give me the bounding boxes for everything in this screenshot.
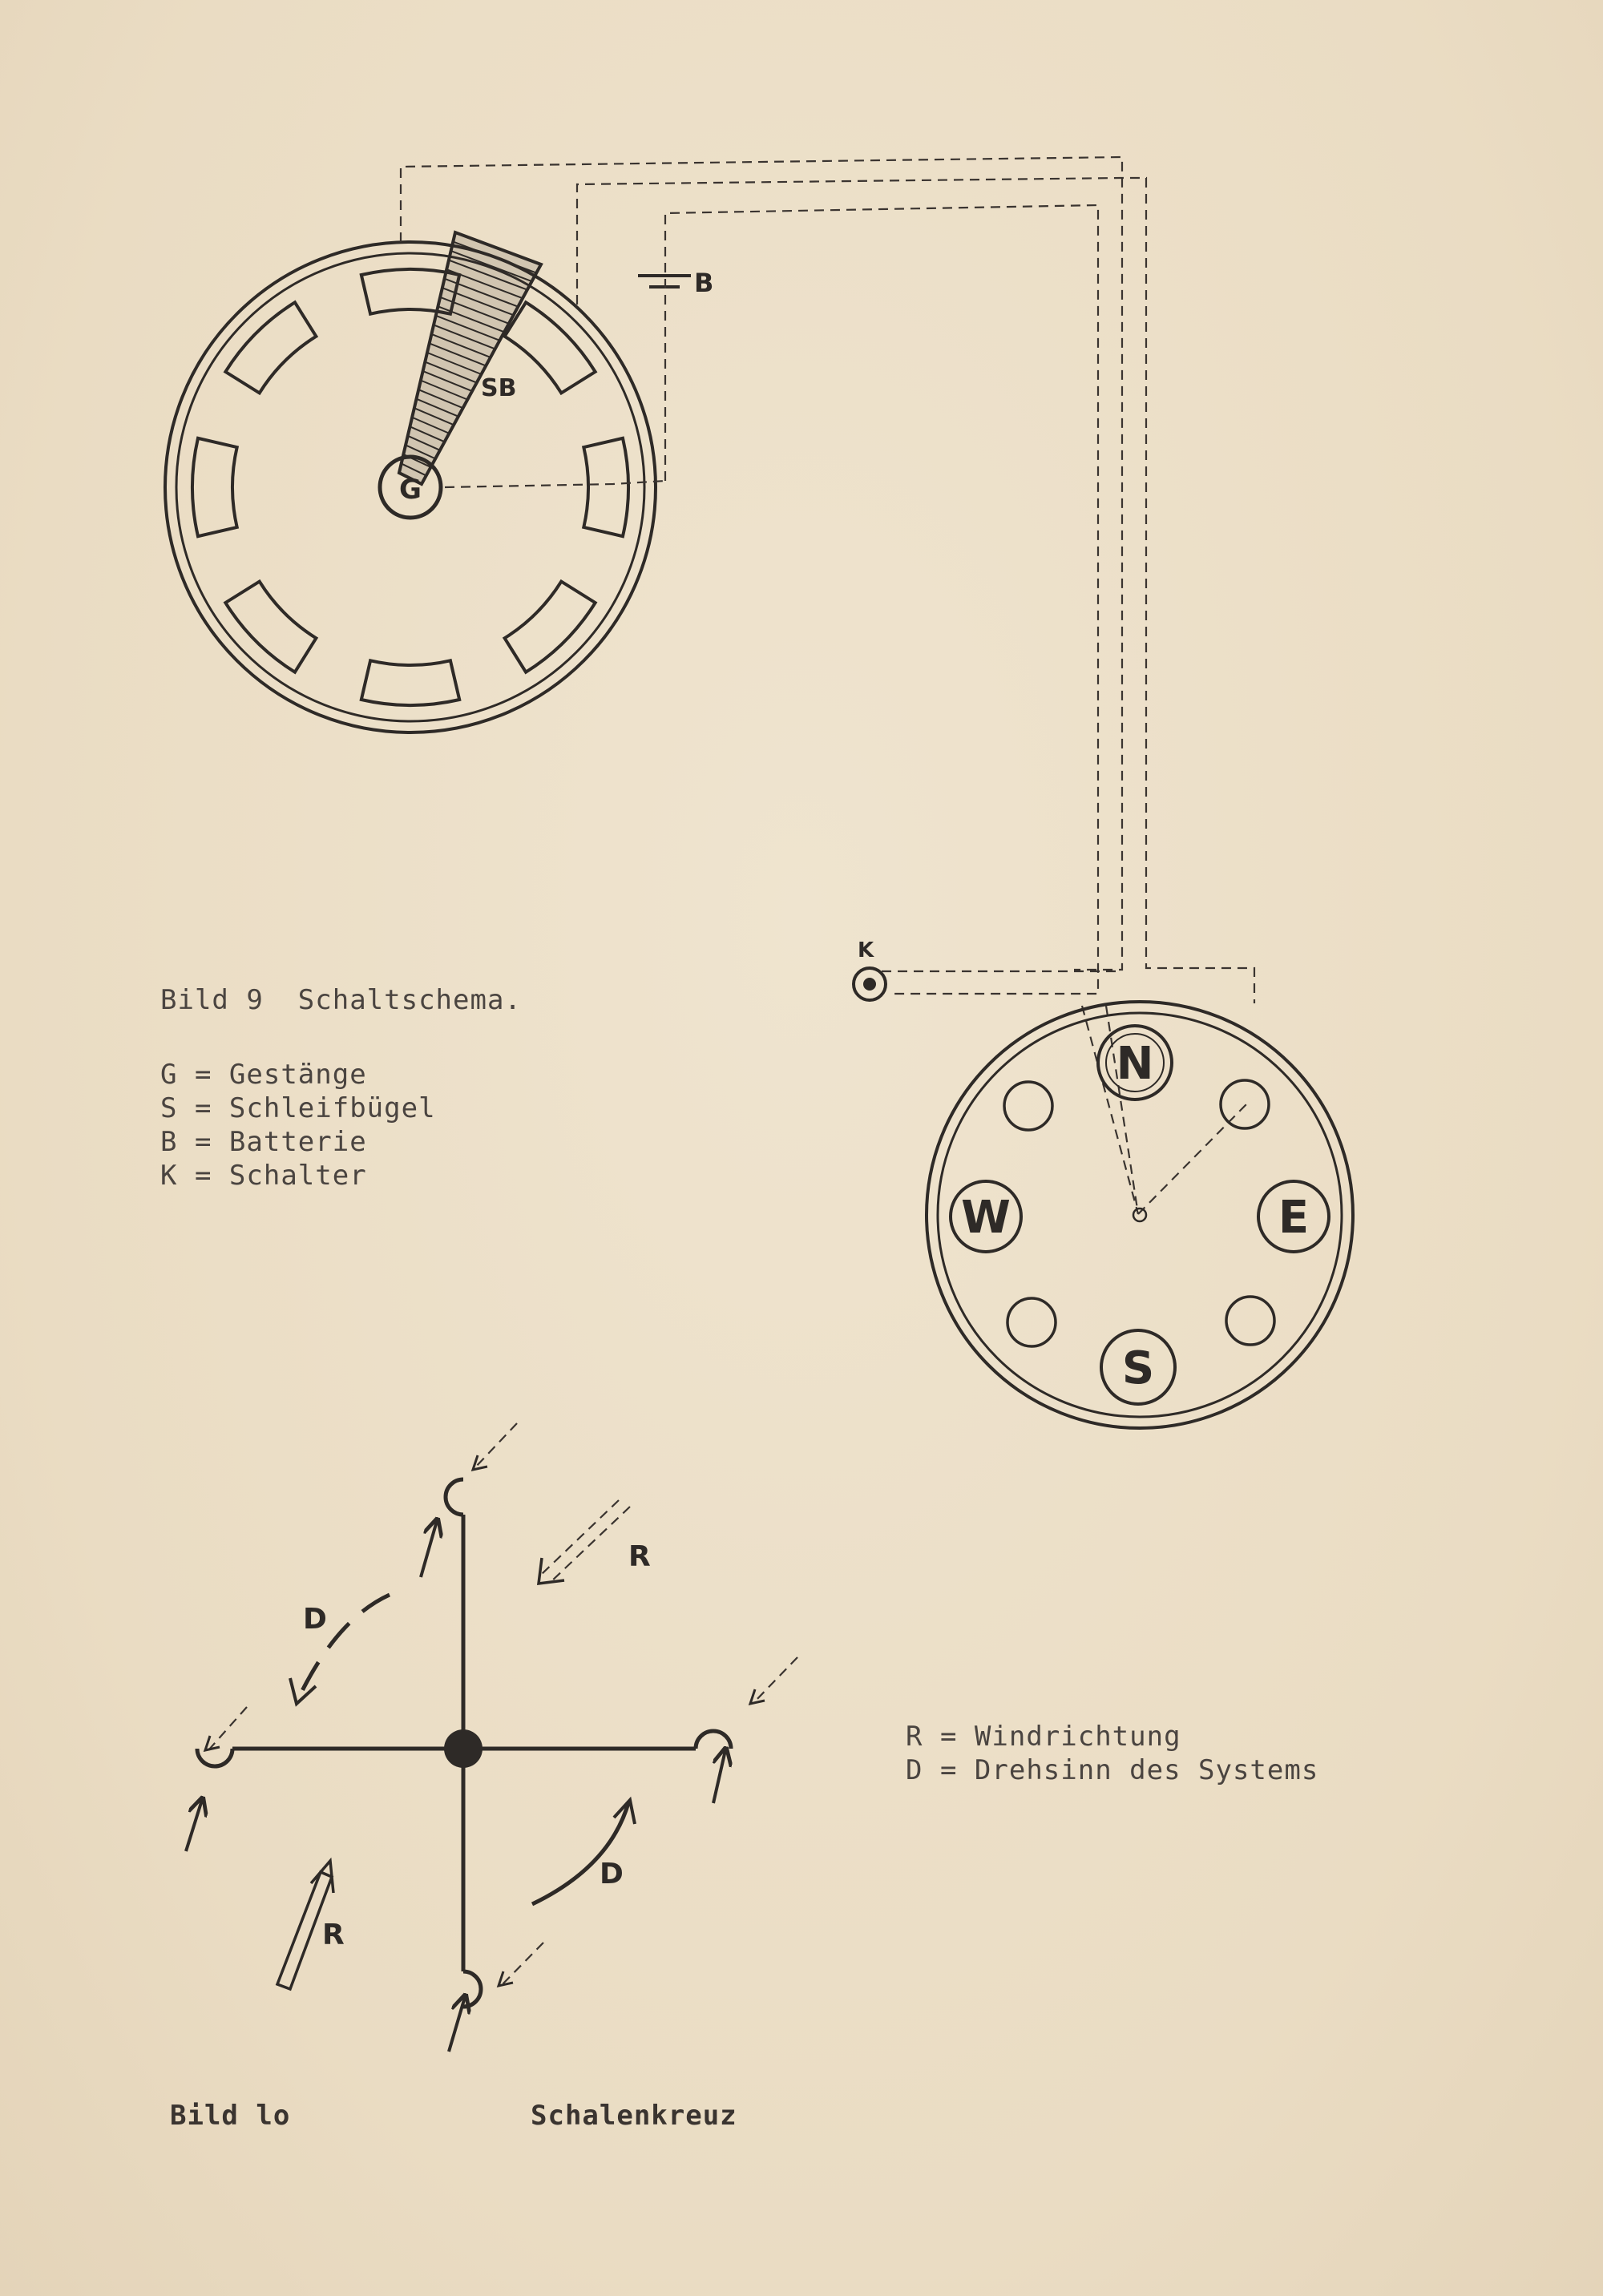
figure10-caption-title: Schalenkreuz [531, 2100, 737, 2132]
label-wind-top: R [628, 1540, 651, 1573]
label-batterie: B [694, 268, 714, 298]
legend-row: B = Batterie [160, 1126, 367, 1158]
compass-east: E [1278, 1192, 1310, 1244]
legend-symbol: K [160, 1160, 178, 1192]
contact-segment [583, 438, 628, 536]
legend-row: G = Gestänge [160, 1059, 367, 1091]
contact-segment [505, 582, 596, 672]
legend-symbol: B [160, 1126, 178, 1158]
compass-north: N [1116, 1038, 1154, 1090]
legend-text: Schleifbügel [228, 1092, 436, 1124]
label-gestaenge: G [399, 474, 422, 506]
label-schleifbuegel: SB [481, 374, 517, 402]
figure9-legend [160, 1058, 436, 1192]
label-rotation-top: D [303, 1603, 327, 1636]
contact-segment [361, 660, 459, 705]
legend-text: Schalter [228, 1160, 367, 1192]
figure10-caption-number: Bild lo [170, 2100, 291, 2132]
legend-text: Batterie [228, 1126, 367, 1158]
schalenkreuz-arms [232, 1515, 696, 1971]
legend-row: K = Schalter [160, 1160, 367, 1192]
figure9-caption [160, 984, 522, 1016]
schalter-switch [854, 968, 886, 1000]
compass-south: S [1121, 1342, 1155, 1394]
figure10-legend [906, 1720, 1318, 1787]
wind-arrows-solid [186, 1521, 725, 2052]
wind-arrows-dashed [205, 1423, 797, 1986]
contact-segment [225, 582, 316, 672]
legend-symbol: R [906, 1721, 923, 1753]
label-rotation-bottom: D [600, 1858, 624, 1890]
legend-row: R = Windrichtung [906, 1721, 1181, 1753]
figure9-title: Schaltschema. [297, 984, 522, 1016]
label-wind-bottom: R [322, 1919, 345, 1951]
legend-row: S = Schleifbügel [160, 1092, 436, 1124]
contact-segment [192, 438, 237, 536]
figure9-number: Bild 9 [160, 984, 264, 1016]
label-schalter: K [858, 938, 874, 962]
compass-west: W [961, 1192, 1011, 1244]
contact-segment [225, 302, 316, 393]
contact-segment [505, 302, 596, 393]
legend-text: Gestänge [228, 1059, 367, 1091]
legend-row: D = Drehsinn des Systems [906, 1754, 1319, 1786]
legend-text: Drehsinn des Systems [974, 1754, 1319, 1786]
legend-text: Windrichtung [974, 1721, 1181, 1753]
legend-symbol: S [160, 1092, 178, 1124]
wind-direction-top [539, 1500, 630, 1584]
legend-symbol: D [906, 1754, 923, 1786]
legend-symbol: G [160, 1059, 178, 1091]
